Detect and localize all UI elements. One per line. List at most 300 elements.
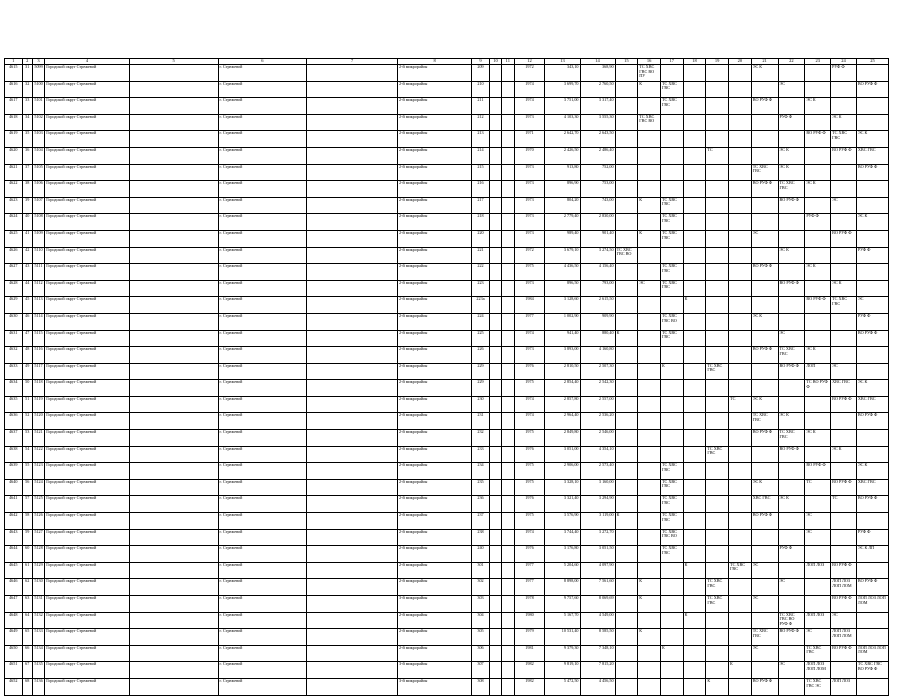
table-cell: 222 xyxy=(472,264,490,281)
table-cell xyxy=(307,612,398,629)
table-cell: г. Стрежевой xyxy=(218,197,307,214)
table-cell: 4642 xyxy=(5,513,23,530)
table-cell: ЭС К ЛП xyxy=(856,546,888,563)
table-cell xyxy=(751,612,778,629)
table-cell xyxy=(489,280,501,297)
table-cell: 896,50 xyxy=(545,280,580,297)
table-cell: ЭС xyxy=(751,230,778,247)
table-cell: 40 xyxy=(22,214,32,231)
table-cell: ЭС К xyxy=(778,147,805,164)
table-cell: Городской округ Стрежевой xyxy=(45,430,130,447)
table-cell xyxy=(638,662,661,679)
table-cell: К xyxy=(638,81,661,98)
table-cell xyxy=(489,612,501,629)
table-cell: г. Стрежевой xyxy=(218,446,307,463)
table-cell xyxy=(307,645,398,662)
table-cell xyxy=(307,81,398,98)
table-cell xyxy=(638,496,661,513)
column-header: 21 xyxy=(751,59,778,65)
table-cell xyxy=(729,496,752,513)
table-cell: ЛОП ЛОЗ ЛОП ЛОМ xyxy=(831,629,857,646)
table-cell: ТС xyxy=(706,147,729,164)
table-cell xyxy=(805,280,831,297)
table-row xyxy=(5,297,889,314)
table-cell: 42 xyxy=(22,247,32,264)
table-cell xyxy=(683,147,706,164)
table-cell xyxy=(615,546,638,563)
table-cell: ВО РУФ Ф xyxy=(831,396,857,413)
table-cell: ЭС xyxy=(778,579,805,596)
table-row xyxy=(5,513,889,530)
table-cell xyxy=(805,596,831,613)
table-cell xyxy=(307,181,398,198)
table-cell xyxy=(129,678,218,695)
table-cell: Городской округ Стрежевой xyxy=(45,446,130,463)
table-cell: Городской округ Стрежевой xyxy=(45,479,130,496)
table-cell xyxy=(660,65,683,82)
table-cell: 1979 xyxy=(514,629,545,646)
table-cell: ТС ХВС ГВС xyxy=(778,181,805,198)
table-cell: 209 xyxy=(472,65,490,82)
table-cell xyxy=(706,546,729,563)
table-cell xyxy=(805,197,831,214)
table-cell: 4619 xyxy=(5,131,23,148)
table-cell: 3 751,00 xyxy=(545,98,580,115)
table-cell: 913,80 xyxy=(545,164,580,181)
table-cell: 1970 xyxy=(514,147,545,164)
table-cell: ЭС К xyxy=(805,181,831,198)
table-cell: 213 xyxy=(472,131,490,148)
table-cell xyxy=(489,247,501,264)
table-cell: ЭС xyxy=(751,645,778,662)
column-header: 24 xyxy=(831,59,857,65)
table-cell xyxy=(683,98,706,115)
table-cell: ЭС xyxy=(751,562,778,579)
table-cell xyxy=(502,65,514,82)
table-cell: 4616 xyxy=(5,81,23,98)
table-cell: ТС ХВС ГВС xyxy=(660,214,683,231)
table-cell xyxy=(615,297,638,314)
table-cell: 4633 xyxy=(5,363,23,380)
table-cell: 4624 xyxy=(5,214,23,231)
table-cell: 2-й микрорайон xyxy=(397,297,471,314)
table-cell xyxy=(660,181,683,198)
table-cell xyxy=(683,197,706,214)
table-cell: г. Стрежевой xyxy=(218,596,307,613)
table-cell xyxy=(729,463,752,480)
table-cell: Городской округ Стрежевой xyxy=(45,65,130,82)
table-cell xyxy=(307,529,398,546)
table-cell: г. Стрежевой xyxy=(218,264,307,281)
table-cell: Городской округ Стрежевой xyxy=(45,214,130,231)
table-cell: ЛОП ЛОЗ xyxy=(805,612,831,629)
table-cell: ЭС К xyxy=(831,280,857,297)
table-cell: 1977 xyxy=(514,562,545,579)
table-cell: 4617 xyxy=(5,98,23,115)
table-cell: ТС ХВС ГВС ЭС xyxy=(805,678,831,695)
table-cell: ВО РУФ Ф xyxy=(831,147,857,164)
table-cell: 214 xyxy=(472,147,490,164)
table-cell xyxy=(778,214,805,231)
table-cell xyxy=(660,562,683,579)
table-cell: ЭС К xyxy=(856,214,888,231)
table-cell xyxy=(856,280,888,297)
table-cell xyxy=(683,264,706,281)
table-cell: ТС ХВС ГВС xyxy=(660,463,683,480)
table-cell: Городской округ Стрежевой xyxy=(45,330,130,347)
table-cell: 3 321,40 xyxy=(545,496,580,513)
table-cell: Городской округ Стрежевой xyxy=(45,247,130,264)
table-cell: г. Стрежевой xyxy=(218,181,307,198)
table-cell xyxy=(660,629,683,646)
table-cell: 5108 xyxy=(32,214,44,231)
table-cell xyxy=(778,529,805,546)
table-cell: 1978 xyxy=(514,596,545,613)
table-cell: Городской округ Стрежевой xyxy=(45,181,130,198)
table-cell xyxy=(502,297,514,314)
table-cell: 1981 xyxy=(514,645,545,662)
table-cell xyxy=(706,513,729,530)
table-cell xyxy=(502,197,514,214)
table-cell: 5113 xyxy=(32,297,44,314)
table-cell xyxy=(683,247,706,264)
table-cell: 1975 xyxy=(514,479,545,496)
table-cell: Городской округ Стрежевой xyxy=(45,546,130,563)
table-cell: 303 xyxy=(472,596,490,613)
table-cell: 2-й микрорайон xyxy=(397,98,471,115)
table-cell: 307 xyxy=(472,662,490,679)
table-cell: 9 757,60 xyxy=(545,596,580,613)
table-cell xyxy=(683,430,706,447)
table-cell: г. Стрежевой xyxy=(218,347,307,364)
table-cell xyxy=(683,347,706,364)
table-cell xyxy=(683,479,706,496)
table-cell xyxy=(615,363,638,380)
table-cell xyxy=(831,164,857,181)
table-cell xyxy=(638,214,661,231)
table-cell xyxy=(638,396,661,413)
table-cell xyxy=(778,131,805,148)
table-cell xyxy=(502,363,514,380)
table-cell: ЭС xyxy=(778,330,805,347)
table-cell: 5116 xyxy=(32,347,44,364)
table-cell xyxy=(660,413,683,430)
table-cell xyxy=(660,164,683,181)
table-cell: 5124 xyxy=(32,479,44,496)
data-table xyxy=(4,58,889,696)
table-cell: 58 xyxy=(22,513,32,530)
table-cell: 3 119,00 xyxy=(580,513,615,530)
table-cell xyxy=(706,264,729,281)
table-cell xyxy=(831,264,857,281)
table-cell: ТС ХВС ГВС ВО РУФ Ф xyxy=(778,612,805,629)
table-cell xyxy=(615,596,638,613)
table-row xyxy=(5,496,889,513)
table-cell: ХВС ГВС xyxy=(751,496,778,513)
table-cell xyxy=(729,114,752,131)
table-cell: ВО РУФ Ф xyxy=(778,629,805,646)
table-cell: 4 103,30 xyxy=(545,114,580,131)
table-cell xyxy=(615,496,638,513)
table-cell: 5111 xyxy=(32,264,44,281)
table-cell: 5112 xyxy=(32,280,44,297)
table-cell xyxy=(683,546,706,563)
table-row xyxy=(5,181,889,198)
table-cell: 2 542,30 xyxy=(580,380,615,397)
table-cell xyxy=(638,612,661,629)
table-cell: РУФ Ф xyxy=(831,65,857,82)
table-cell: ТС ХВС ГВС xyxy=(660,264,683,281)
table-cell: 3 328,10 xyxy=(545,479,580,496)
table-cell xyxy=(489,596,501,613)
table-cell: ВО РУФ Ф xyxy=(856,164,888,181)
table-cell: ЛОП ЛОЗ ЛОП ЛОМ xyxy=(856,645,888,662)
table-cell xyxy=(706,612,729,629)
table-cell: 804,20 xyxy=(545,197,580,214)
table-cell: 909,90 xyxy=(580,313,615,330)
table-cell: ЛОП ЛОЗ ЛОП ЛОМ xyxy=(831,579,857,596)
table-cell: 229 xyxy=(472,380,490,397)
table-cell: 2-й микрорайон xyxy=(397,280,471,297)
table-cell: 1974 xyxy=(514,413,545,430)
table-cell xyxy=(805,247,831,264)
table-cell: 2-й микрорайон xyxy=(397,330,471,347)
table-cell xyxy=(307,264,398,281)
table-cell xyxy=(729,280,752,297)
table-cell xyxy=(638,529,661,546)
table-cell xyxy=(683,513,706,530)
table-cell xyxy=(805,496,831,513)
table-cell: ТС ХВС ГВС xyxy=(751,413,778,430)
table-cell xyxy=(856,363,888,380)
table-cell xyxy=(831,247,857,264)
table-cell: 368,90 xyxy=(580,65,615,82)
table-cell xyxy=(706,629,729,646)
table-cell: ВО РУФ Ф xyxy=(778,280,805,297)
column-header: 1 xyxy=(5,59,23,65)
table-cell xyxy=(307,147,398,164)
table-cell: г. Стрежевой xyxy=(218,380,307,397)
table-cell: 2-й микрорайон xyxy=(397,131,471,148)
table-row xyxy=(5,380,889,397)
table-cell: г. Стрежевой xyxy=(218,98,307,115)
table-cell xyxy=(489,529,501,546)
table-cell: Городской округ Стрежевой xyxy=(45,197,130,214)
table-cell: ТС ХВС ГВС xyxy=(660,230,683,247)
table-cell: 1975 xyxy=(514,430,545,447)
table-cell: 234 xyxy=(472,463,490,480)
table-cell xyxy=(615,131,638,148)
table-row xyxy=(5,546,889,563)
table-cell xyxy=(683,463,706,480)
table-cell: 1976 xyxy=(514,446,545,463)
table-cell: 61 xyxy=(22,562,32,579)
table-cell: 4649 xyxy=(5,629,23,646)
table-cell: 1976 xyxy=(514,496,545,513)
table-cell: 4628 xyxy=(5,280,23,297)
table-cell xyxy=(729,479,752,496)
table-cell xyxy=(307,197,398,214)
table-cell xyxy=(706,463,729,480)
table-cell: ТС ХВС ГВС xyxy=(660,280,683,297)
table-cell xyxy=(129,463,218,480)
table-cell: 5099 xyxy=(32,65,44,82)
table-cell xyxy=(129,645,218,662)
table-cell: ТС ХВС ГВС xyxy=(706,596,729,613)
table-cell xyxy=(615,65,638,82)
table-cell: ХВС ГВС xyxy=(856,396,888,413)
table-cell: Городской округ Стрежевой xyxy=(45,347,130,364)
table-cell: ВО РУФ Ф xyxy=(751,513,778,530)
table-cell: 51 xyxy=(22,396,32,413)
table-cell: ХВС ГВС xyxy=(831,380,857,397)
table-cell: 56 xyxy=(22,479,32,496)
table-cell: ЛОП xyxy=(805,363,831,380)
table-row xyxy=(5,230,889,247)
table-cell xyxy=(489,496,501,513)
table-cell: 4 097,90 xyxy=(580,562,615,579)
table-cell: г. Стрежевой xyxy=(218,546,307,563)
table-cell xyxy=(751,330,778,347)
table-cell: ЭС К xyxy=(751,65,778,82)
table-cell: 5102 xyxy=(32,114,44,131)
table-cell xyxy=(489,562,501,579)
table-cell: 3 679,10 xyxy=(545,247,580,264)
column-header: 17 xyxy=(660,59,683,65)
table-cell xyxy=(706,280,729,297)
table-cell xyxy=(307,330,398,347)
table-cell xyxy=(489,65,501,82)
table-cell xyxy=(778,645,805,662)
table-cell: 216 xyxy=(472,181,490,198)
table-cell: 2 507,30 xyxy=(580,363,615,380)
table-cell xyxy=(129,230,218,247)
table-cell: г. Стрежевой xyxy=(218,313,307,330)
table-cell: 304 xyxy=(472,612,490,629)
table-cell xyxy=(706,114,729,131)
table-cell xyxy=(489,629,501,646)
table-cell xyxy=(307,496,398,513)
table-cell: 4629 xyxy=(5,297,23,314)
table-cell xyxy=(831,546,857,563)
table-cell: 10 531,40 xyxy=(545,629,580,646)
table-cell: 5114 xyxy=(32,313,44,330)
column-header: 8 xyxy=(397,59,471,65)
table-cell xyxy=(706,313,729,330)
table-cell: 50 xyxy=(22,380,32,397)
table-cell xyxy=(615,645,638,662)
table-cell: Городской округ Стрежевой xyxy=(45,98,130,115)
table-cell: 8 898,00 xyxy=(545,579,580,596)
table-cell: г. Стрежевой xyxy=(218,645,307,662)
table-cell xyxy=(638,264,661,281)
table-cell xyxy=(683,396,706,413)
table-cell: 4627 xyxy=(5,264,23,281)
table-cell: Городской округ Стрежевой xyxy=(45,147,130,164)
table-cell xyxy=(638,297,661,314)
table-cell: ТС ХВС ГВС xyxy=(660,98,683,115)
table-cell xyxy=(751,363,778,380)
table-cell: К xyxy=(638,230,661,247)
table-cell xyxy=(615,529,638,546)
table-cell xyxy=(129,529,218,546)
table-cell xyxy=(729,247,752,264)
table-cell: 343,10 xyxy=(545,65,580,82)
table-cell xyxy=(502,479,514,496)
table-cell xyxy=(778,396,805,413)
column-header: 23 xyxy=(805,59,831,65)
table-cell xyxy=(778,65,805,82)
table-cell: 1976 xyxy=(514,363,545,380)
table-cell xyxy=(856,65,888,82)
table-cell xyxy=(660,678,683,695)
table-cell xyxy=(129,562,218,579)
table-cell: 1972 xyxy=(514,65,545,82)
table-cell xyxy=(683,230,706,247)
table-cell xyxy=(307,313,398,330)
table-cell xyxy=(489,479,501,496)
table-cell: ВО РУФ Ф xyxy=(751,181,778,198)
table-cell xyxy=(805,413,831,430)
table-cell xyxy=(489,645,501,662)
table-cell xyxy=(129,330,218,347)
table-cell xyxy=(129,280,218,297)
table-cell: 2-й микрорайон xyxy=(397,81,471,98)
table-cell xyxy=(489,413,501,430)
table-row xyxy=(5,313,889,330)
table-cell: ВО РУФ Ф xyxy=(856,330,888,347)
table-cell xyxy=(638,562,661,579)
table-cell xyxy=(638,413,661,430)
table-cell: г. Стрежевой xyxy=(218,65,307,82)
table-cell: 5110 xyxy=(32,247,44,264)
column-header: 5 xyxy=(129,59,218,65)
table-cell xyxy=(615,197,638,214)
table-cell: 1973 xyxy=(514,230,545,247)
table-cell: г. Стрежевой xyxy=(218,463,307,480)
table-cell: 67 xyxy=(22,662,32,679)
table-cell: ХВС ГВС xyxy=(856,147,888,164)
table-cell xyxy=(805,396,831,413)
table-cell: ВО РУФ Ф xyxy=(751,347,778,364)
table-cell: 34 xyxy=(22,114,32,131)
table-cell xyxy=(778,678,805,695)
table-cell xyxy=(831,529,857,546)
table-cell: ВО РУФ Ф xyxy=(751,430,778,447)
table-cell xyxy=(502,264,514,281)
table-cell xyxy=(729,297,752,314)
table-cell: ТС xyxy=(805,479,831,496)
table-cell xyxy=(489,430,501,447)
table-cell: г. Стрежевой xyxy=(218,81,307,98)
table-cell: 2 760,50 xyxy=(580,81,615,98)
table-cell xyxy=(638,446,661,463)
table-cell xyxy=(307,413,398,430)
table-cell: 4630 xyxy=(5,313,23,330)
table-cell: 9 379,30 xyxy=(545,645,580,662)
table-cell: 4631 xyxy=(5,330,23,347)
table-cell xyxy=(638,678,661,695)
table-cell: 212 xyxy=(472,114,490,131)
table-cell: 4626 xyxy=(5,247,23,264)
table-cell: 5133 xyxy=(32,629,44,646)
table-cell: 1 002,90 xyxy=(545,313,580,330)
table-cell xyxy=(615,662,638,679)
table-cell xyxy=(706,380,729,397)
table-cell: ЛОП ЛОЗ ЛОП ЛОМ xyxy=(805,662,831,679)
table-cell xyxy=(129,446,218,463)
table-cell xyxy=(489,396,501,413)
